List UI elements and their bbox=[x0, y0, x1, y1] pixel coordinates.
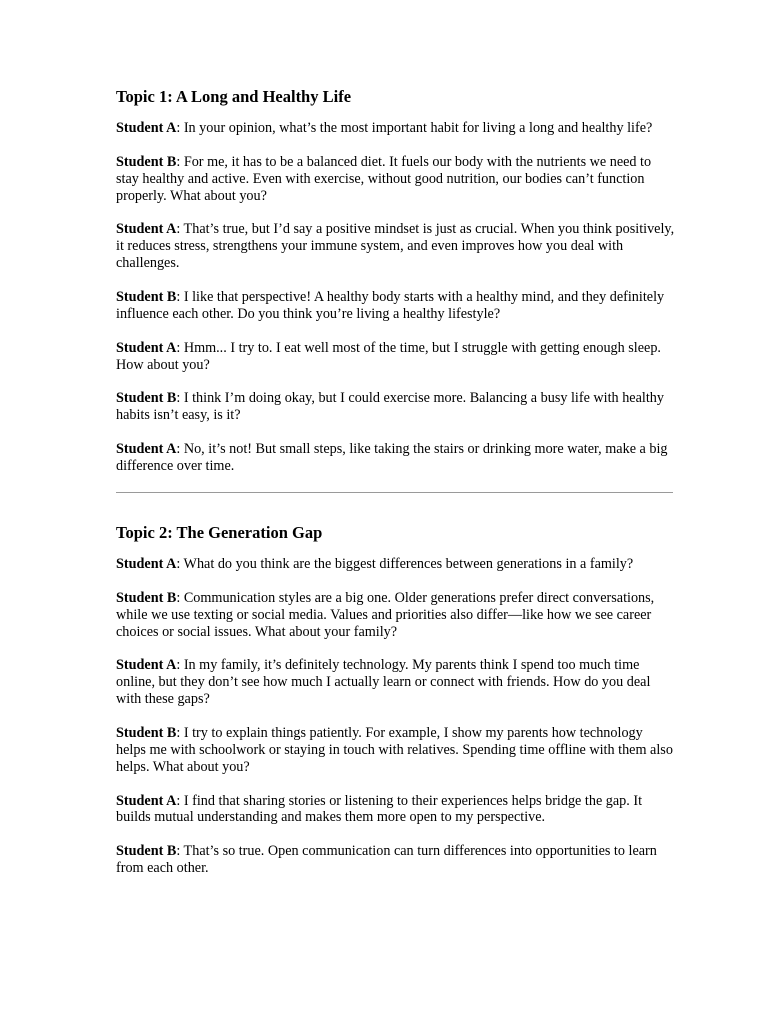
dialogue-text: : No, it’s not! But small steps, like taking the stairs or drinking more water, make a big difference over time. bbox=[116, 441, 668, 475]
speaker-name: Student A bbox=[116, 441, 177, 458]
section-divider-wrap bbox=[116, 492, 676, 493]
dialogue-text: : What do you think are the biggest differences between generations in a family? bbox=[176, 555, 634, 572]
dialogue-line bbox=[116, 793, 676, 827]
topic-section-2 bbox=[116, 522, 676, 877]
topic-2-title: Topic 2: The Generation Gap bbox=[116, 522, 323, 542]
dialogue-line bbox=[116, 221, 676, 272]
dialogue-line bbox=[116, 154, 676, 205]
dialogue-line bbox=[116, 390, 676, 424]
speaker-name: Student B bbox=[116, 153, 177, 170]
dialogue-text: : That’s so true. Open communication can turn differences into opportunities to learn from each other. bbox=[116, 843, 657, 877]
speaker-name: Student B bbox=[116, 390, 177, 407]
dialogue-text: : In your opinion, what’s the most important habit for living a long and healthy life? bbox=[176, 120, 653, 136]
dialogue-line bbox=[116, 725, 676, 776]
dialogue-text: : Communication styles are a big one. Older generations prefer direct conversations, while we use texting or social media. Values and priorities also differ—like how we see career choices or social issues. What about your family? bbox=[116, 589, 655, 640]
speaker-name: Student B bbox=[116, 724, 177, 741]
speaker-name: Student A bbox=[116, 657, 177, 674]
dialogue-line bbox=[116, 590, 676, 641]
dialogue-text: : For me, it has to be a balanced diet. It fuels our body with the nutrients we need to stay healthy and active. Even with exercise, without good nutrition, our bodies can’t function properly. What about you? bbox=[116, 153, 652, 204]
topic-1-title: Topic 1: A Long and Healthy Life bbox=[116, 87, 352, 106]
dialogue-text: : That’s true, but I’d say a positive mindset is just as crucial. When you think positively, it reduces stress, strengthens your immune system, and even improves how you deal with challenges. bbox=[116, 221, 675, 272]
speaker-name: Student B bbox=[116, 289, 177, 306]
dialogue-text: : I like that perspective! A healthy body starts with a healthy mind, and they definitely influence each other. Do you think you’re living a healthy lifestyle? bbox=[116, 289, 665, 322]
dialogue-text: : I find that sharing stories or listening to their experiences helps bridge the gap. It builds mutual understanding and makes them more open to my perspective. bbox=[116, 792, 643, 826]
dialogue-text: : Hmm... I try to. I eat well most of the time, but I struggle with getting enough sleep. How about you? bbox=[116, 339, 661, 373]
speaker-name: Student A bbox=[116, 120, 177, 136]
speaker-name: Student A bbox=[116, 792, 177, 809]
dialogue-text: : In my family, it’s definitely technology. My parents think I spend too much time online, but they don’t see how much I actually learn or connect with friends. How do you deal with these gaps? bbox=[116, 657, 651, 708]
dialogue-text: : I think I’m doing okay, but I could exercise more. Balancing a busy life with healthy habits isn’t easy, is it? bbox=[116, 390, 664, 424]
dialogue-line bbox=[116, 289, 676, 323]
dialogue-line bbox=[116, 843, 676, 877]
dialogue-text: : I try to explain things patiently. For example, I show my parents how technology helps me with schoolwork or staying in touch with relatives. Spending time offline with them also helps. What about you? bbox=[116, 724, 673, 775]
speaker-name: Student B bbox=[116, 843, 177, 860]
dialogue-line bbox=[116, 120, 676, 137]
speaker-name: Student A bbox=[116, 555, 177, 572]
dialogue-line bbox=[116, 657, 676, 708]
speaker-name: Student B bbox=[116, 589, 177, 606]
dialogue-line bbox=[116, 441, 676, 475]
speaker-name: Student A bbox=[116, 221, 177, 238]
dialogue-line bbox=[116, 340, 676, 374]
dialogue-line bbox=[116, 556, 676, 573]
section-divider bbox=[116, 492, 673, 493]
speaker-name: Student A bbox=[116, 339, 177, 356]
document-page bbox=[116, 86, 676, 894]
topic-section-1 bbox=[116, 86, 676, 475]
